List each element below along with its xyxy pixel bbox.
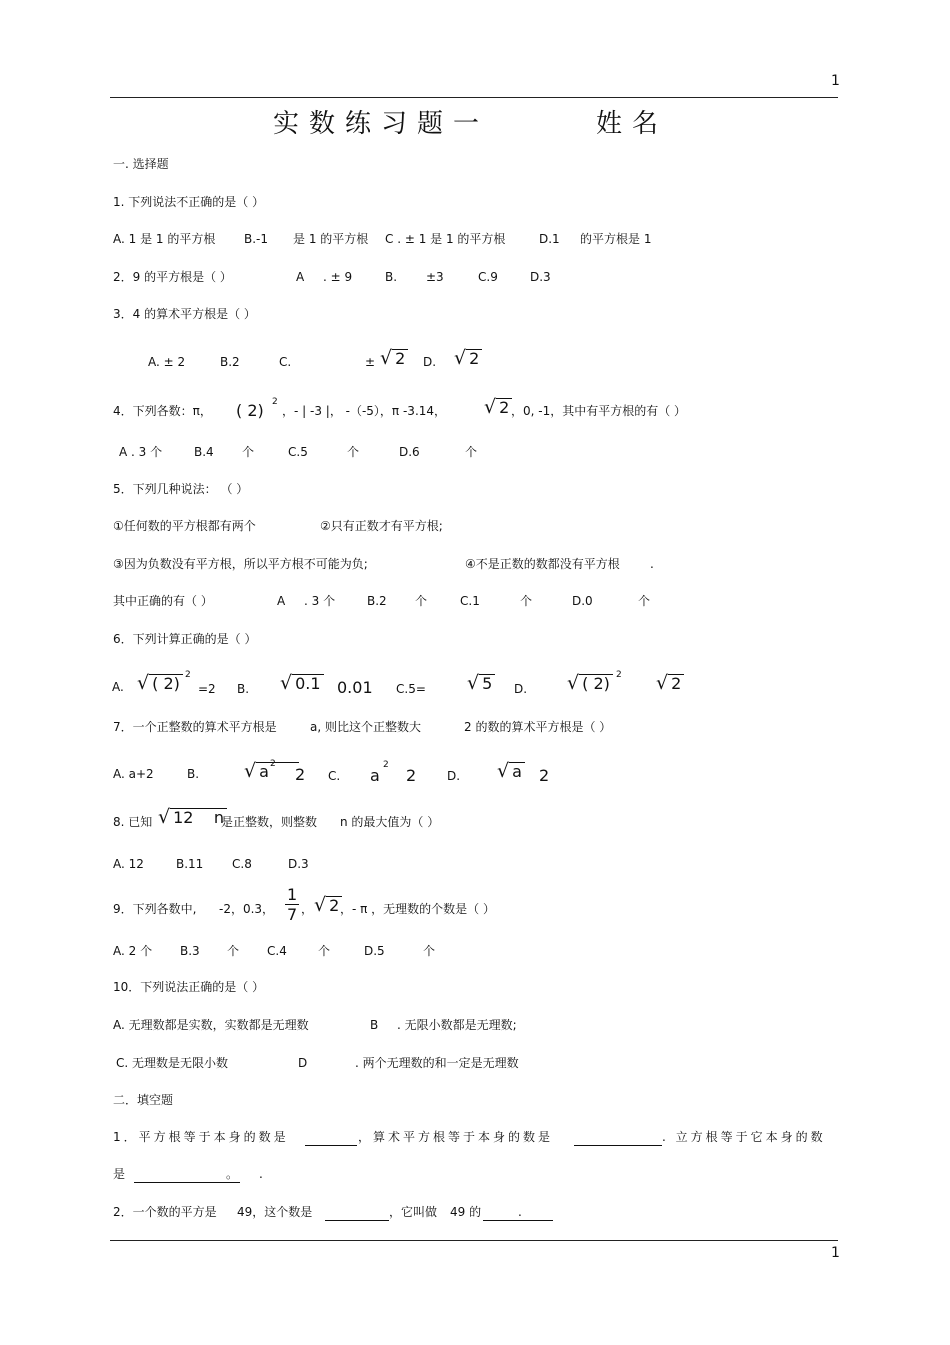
question-10: 10．下列说法正确的是（ ） xyxy=(113,980,265,994)
q10-option-b-text: . 无限小数都是无理数; xyxy=(397,1018,517,1032)
q2-option-a: A xyxy=(296,270,305,284)
question-8-part-3: n 的最大值为（ ） xyxy=(340,815,440,829)
q6-option-d-sqrt-2: √ 2 xyxy=(656,674,684,693)
q2-option-a-text: . ± 9 xyxy=(323,270,353,284)
q6-option-b-sqrt: √ 0.1 xyxy=(280,674,324,693)
fill-1-blank-3[interactable] xyxy=(134,1167,240,1183)
q10-option-a: A. 无理数都是实数，实数都是无理数 xyxy=(113,1018,309,1032)
q4-option-b: B.4 xyxy=(194,445,214,459)
q3-sqrt-d-value: 2 xyxy=(466,349,482,368)
q4-expr-paren: ( 2) xyxy=(236,401,264,420)
question-8: 8. 已知 xyxy=(113,815,153,829)
q6-option-d-sqrt-2-value: 2 xyxy=(668,674,684,693)
q8-option-d: D.3 xyxy=(288,857,309,871)
name-label: 姓名 xyxy=(596,109,669,139)
q9-fraction xyxy=(285,887,299,923)
q3-sqrt-c-value: 2 xyxy=(392,349,408,368)
q9-sqrt-value: 2 xyxy=(326,896,342,915)
question-3: 3．4 的算术平方根是（ ） xyxy=(113,307,256,321)
q6-option-b: B. xyxy=(237,682,250,696)
q2-option-b-text: ±3 xyxy=(426,270,444,284)
q5-statement-3: ③因为负数没有平方根，所以平方根不可能为负; xyxy=(113,557,368,571)
fill-1-part-3: . 立方根等于它本身的数 xyxy=(662,1130,826,1144)
q4-exponent: 2 xyxy=(272,397,278,407)
q5-option-c-unit: 个 xyxy=(520,594,533,608)
q4-sqrt-value: 2 xyxy=(496,398,512,417)
q5-statement-2: ②只有正数才有平方根; xyxy=(320,519,443,533)
q2-option-c: C.9 xyxy=(478,270,498,284)
page-title: 实数练习题一 xyxy=(273,109,490,139)
fill-2-part-3: ，它叫做 xyxy=(389,1205,438,1219)
q10-option-c: C. 无理数是无限小数 xyxy=(116,1056,229,1070)
q9-option-d: D.5 xyxy=(364,944,385,958)
q6-option-d: D. xyxy=(514,682,528,696)
page-number-top: 1 xyxy=(831,73,840,89)
q6-option-b-result: 0.01 xyxy=(337,678,373,697)
q1-option-b-text: 是 1 的平方根 xyxy=(293,232,369,246)
q8-option-b: B.11 xyxy=(176,857,204,871)
fill-2-blank-1[interactable] xyxy=(325,1208,389,1221)
q5-option-d-unit: 个 xyxy=(638,594,651,608)
section-heading-choice: 一. 选择题 xyxy=(113,157,169,171)
fill-1-part-2: ，算术平方根等于本身的数是 xyxy=(358,1130,554,1144)
q7-option-b-const: 2 xyxy=(295,765,306,784)
q9-fraction-denominator: 7 xyxy=(287,905,298,924)
q8-option-a: A. 12 xyxy=(113,857,144,871)
header-rule xyxy=(110,97,838,98)
q5-statement-4-period: . xyxy=(650,557,654,571)
q4-option-c-unit: 个 xyxy=(347,445,360,459)
question-7-part-3: 2 的数的算术平方根是（ ） xyxy=(464,720,612,734)
q4-option-d: D.6 xyxy=(399,445,420,459)
q4-sqrt: √ 2 xyxy=(484,398,512,417)
q6-option-d-sqrt-value: ( 2) xyxy=(579,674,613,693)
q1-option-d: D.1 xyxy=(539,232,560,246)
q6-option-a-sqrt: √ ( 2) xyxy=(137,674,183,693)
q6-option-c: C.5= xyxy=(396,682,426,696)
question-1: 1. 下列说法不正确的是（ ） xyxy=(113,195,265,209)
q3-option-c: C. xyxy=(279,355,292,369)
q3-sqrt-d: √ 2 xyxy=(454,349,482,368)
question-7: 7．一个正整数的算术平方根是 xyxy=(113,720,277,734)
q1-option-c: C . ± 1 是 1 的平方根 xyxy=(385,232,506,246)
q7-option-a: A. a+2 xyxy=(113,767,154,781)
q8-sqrt: √ 12 n xyxy=(158,808,227,827)
q5-option-a: A xyxy=(277,594,286,608)
q4-option-c: C.5 xyxy=(288,445,308,459)
q9-sqrt: √ 2 xyxy=(314,896,342,915)
q7-option-b-exponent: 2 xyxy=(270,759,276,769)
q4-list-tail: ，0, -1，其中有平方根的有（ ） xyxy=(511,404,687,418)
q8-option-c: C.8 xyxy=(232,857,252,871)
q8-sqrt-value: 12 n xyxy=(170,808,227,827)
fill-1-blank-1[interactable] xyxy=(305,1133,357,1146)
fill-2: 2．一个数的平方是 xyxy=(113,1205,217,1219)
q9-option-b: B.3 xyxy=(180,944,200,958)
q6-option-a-sqrt-value: ( 2) xyxy=(149,674,183,693)
q7-option-c-const: 2 xyxy=(406,766,417,785)
q4-option-d-unit: 个 xyxy=(465,445,478,459)
q7-option-c-base: a xyxy=(370,766,380,785)
fill-2-part-2: 49，这个数是 xyxy=(237,1205,313,1219)
q10-option-b: B xyxy=(370,1018,379,1032)
q3-option-b: B.2 xyxy=(220,355,240,369)
question-8-part-2: 是正整数，则整数 xyxy=(221,815,318,829)
q2-option-d: D.3 xyxy=(530,270,551,284)
q5-statement-1: ①任何数的平方根都有两个 xyxy=(113,519,256,533)
q3-plusminus: ± xyxy=(365,355,376,369)
q6-option-a: A. xyxy=(112,680,124,694)
question-9-part-2: ，- π ，无理数的个数是（ ） xyxy=(340,902,495,916)
q1-option-b: B.-1 xyxy=(244,232,269,246)
question-7-part-2: a, 则比这个正整数大 xyxy=(310,720,421,734)
q3-option-a: A. ± 2 xyxy=(148,355,186,369)
q3-sqrt-c: √ 2 xyxy=(380,349,408,368)
footer-rule xyxy=(110,1240,838,1241)
q9-option-a: A. 2 个 xyxy=(113,944,153,958)
q9-option-c-unit: 个 xyxy=(318,944,331,958)
q1-option-d-text: 的平方根是 1 xyxy=(580,232,652,246)
q9-values: -2，0.3， xyxy=(219,902,275,916)
q9-option-d-unit: 个 xyxy=(423,944,436,958)
q6-option-b-sqrt-value: 0.1 xyxy=(292,674,323,693)
q5-option-d: D.0 xyxy=(572,594,593,608)
page-number-bottom: 1 xyxy=(831,1245,840,1261)
q5-prompt: 其中正确的有（ ） xyxy=(113,594,213,608)
q6-option-c-sqrt: √ 5 xyxy=(467,674,495,693)
q7-option-b-sqrt-value: a xyxy=(256,762,299,781)
q6-option-c-sqrt-value: 5 xyxy=(479,674,495,693)
q4-list: ，- | -3 |， -（-5），π -3.14， xyxy=(282,404,447,418)
q9-comma: ， xyxy=(301,902,314,916)
fill-2-part-4: 49 的 xyxy=(450,1205,482,1219)
q5-option-c: C.1 xyxy=(460,594,480,608)
question-2: 2．9 的平方根是（ ） xyxy=(113,270,232,284)
question-9: 9．下列各数中, xyxy=(113,902,197,916)
q6-option-d-sqrt: √ ( 2) xyxy=(567,674,613,693)
q5-statement-4: ④不是正数的数都没有平方根 xyxy=(465,557,620,571)
question-4: 4．下列各数：π， xyxy=(113,404,212,418)
q6-option-a-exponent: 2 xyxy=(185,670,191,680)
question-5: 5．下列几种说法： （ ） xyxy=(113,482,249,496)
q9-option-b-unit: 个 xyxy=(227,944,240,958)
q10-option-d-text: . 两个无理数的和一定是无理数 xyxy=(355,1056,519,1070)
q4-option-b-unit: 个 xyxy=(242,445,255,459)
q5-option-b-unit: 个 xyxy=(415,594,428,608)
q7-option-d-const: 2 xyxy=(539,766,550,785)
q9-option-c: C.4 xyxy=(267,944,287,958)
q3-option-d: D. xyxy=(423,355,437,369)
fill-1-part-5: 。 xyxy=(226,1167,239,1181)
q7-option-c-exponent: 2 xyxy=(383,760,389,770)
q10-option-d: D xyxy=(298,1056,308,1070)
fill-1-blank-2[interactable] xyxy=(574,1133,662,1146)
q1-option-a: A. 1 是 1 的平方根 xyxy=(113,232,216,246)
q7-option-d-sqrt-value: a xyxy=(509,762,525,781)
fill-2-part-5: . xyxy=(518,1205,522,1219)
section-heading-fill: 二．填空题 xyxy=(113,1093,174,1107)
q4-option-a: A . 3 个 xyxy=(119,445,163,459)
q7-option-d: D. xyxy=(447,769,461,783)
q5-option-a-text: . 3 个 xyxy=(304,594,336,608)
q2-option-b: B. xyxy=(385,270,398,284)
question-6: 6．下列计算正确的是（ ） xyxy=(113,632,257,646)
q7-option-b-sqrt: √ a xyxy=(244,762,299,781)
q6-option-d-exponent: 2 xyxy=(616,670,622,680)
fill-1-part-6: . xyxy=(259,1167,263,1181)
fill-1-part-4: 是 xyxy=(113,1167,126,1181)
q6-option-a-result: =2 xyxy=(198,682,216,696)
fill-1: 1．平方根等于本身的数是 xyxy=(113,1130,289,1144)
q5-option-b: B.2 xyxy=(367,594,387,608)
q7-option-b: B. xyxy=(187,767,200,781)
q7-option-d-sqrt: √ a xyxy=(497,762,525,781)
q7-option-c: C. xyxy=(328,769,341,783)
q9-fraction-numerator: 1 xyxy=(287,885,298,904)
